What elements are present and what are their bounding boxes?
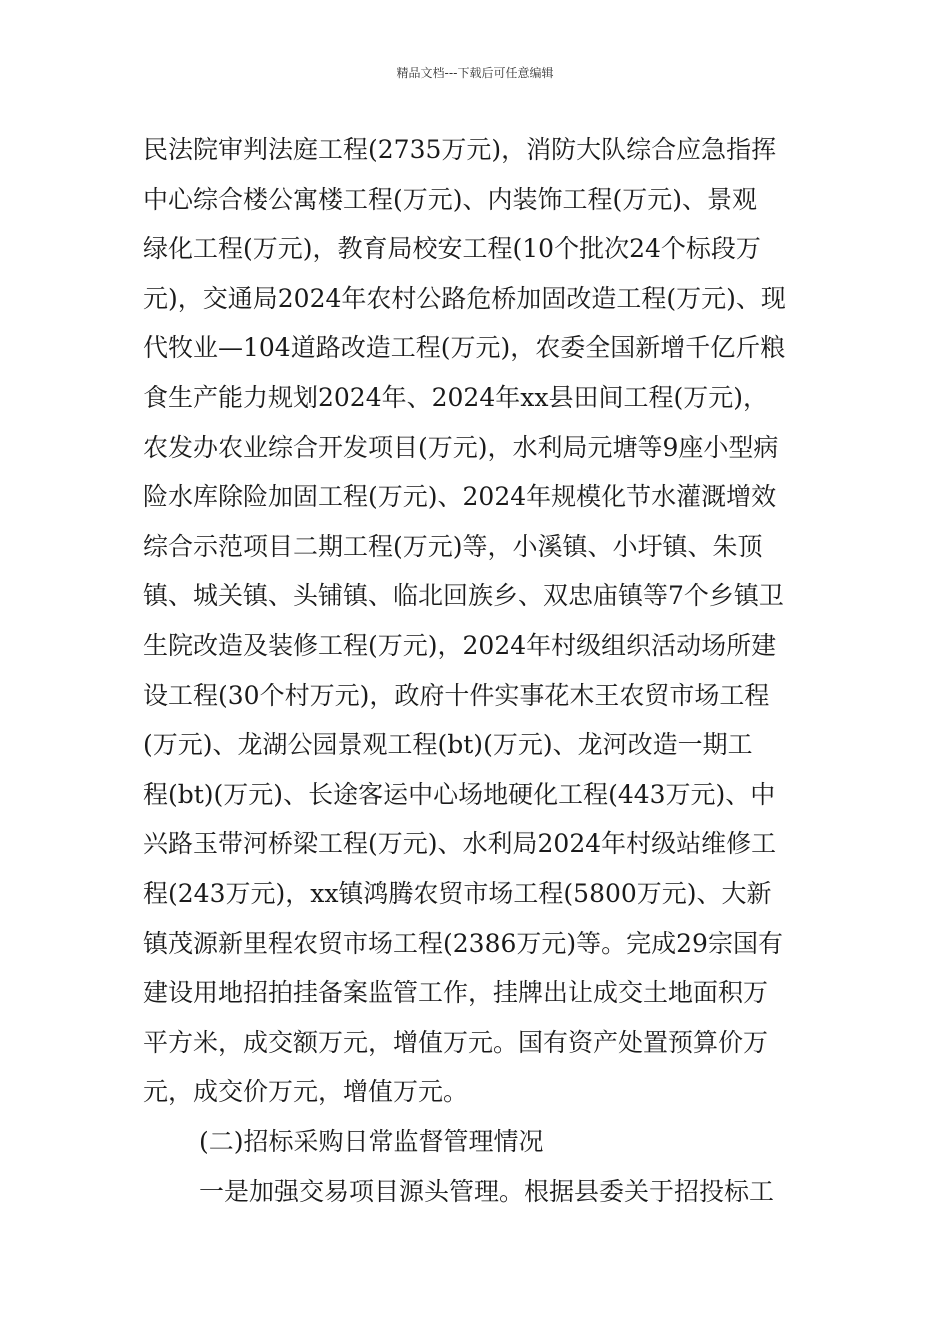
body-line: 镇、城关镇、头铺镇、临北回族乡、双忠庙镇等7个乡镇卫 (143, 581, 784, 610)
body-line: 建设用地招拍挂备案监管工作，挂牌出让成交土地面积万 (143, 978, 769, 1007)
body-line: (万元)、龙湖公园景观工程(bt)(万元)、龙河改造一期工 (143, 730, 753, 759)
body-line: 农发办农业综合开发项目(万元)，水利局元塘等9座小型病 (143, 433, 779, 462)
body-line: 一是加强交易项目源头管理。根据县委关于招投标工 (199, 1177, 775, 1206)
body-line: 元，成交价万元，增值万元。 (143, 1077, 469, 1106)
body-line: 食生产能力规划2024年、2024年xx县田间工程(万元)， (143, 383, 768, 412)
body-line: 设工程(30个村万元)，政府十件实事花木王农贸市场工程 (143, 681, 770, 710)
body-line: 元)，交通局2024年农村公路危桥加固改造工程(万元)、现 (143, 284, 786, 313)
body-line: 代牧业—104道路改造工程(万元)，农委全国新增千亿斤粮 (143, 333, 786, 362)
body-line: 程(bt)(万元)、长途客运中心场地硬化工程(443万元)、中 (143, 780, 776, 809)
body-line: 综合示范项目二期工程(万元)等，小溪镇、小圩镇、朱顶 (143, 532, 763, 561)
page-header: 精品文档---下载后可任意编辑 (396, 66, 554, 80)
body-line: 生院改造及装修工程(万元)，2024年村级组织活动场所建 (143, 631, 777, 660)
body-line: 程(243万元)，xx镇鸿腾农贸市场工程(5800万元)、大新 (143, 879, 772, 908)
body-line: 险水库除险加固工程(万元)、2024年规模化节水灌溉增效 (143, 482, 777, 511)
body-line: 平方米，成交额万元，增值万元。国有资产处置预算价万 (143, 1028, 769, 1057)
body-line: 绿化工程(万元)，教育局校安工程(10个批次24个标段万 (143, 234, 761, 263)
body-line: 中心综合楼公寓楼工程(万元)、内装饰工程(万元)、景观 (143, 185, 758, 214)
body-line: 兴路玉带河桥梁工程(万元)、水利局2024年村级站维修工 (143, 829, 777, 858)
section-heading: (二)招标采购日常监督管理情况 (199, 1127, 544, 1156)
body-line: 镇茂源新里程农贸市场工程(2386万元)等。完成29宗国有 (143, 929, 783, 958)
body-line: 民法院审判法庭工程(2735万元)，消防大队综合应急指挥 (143, 135, 777, 164)
